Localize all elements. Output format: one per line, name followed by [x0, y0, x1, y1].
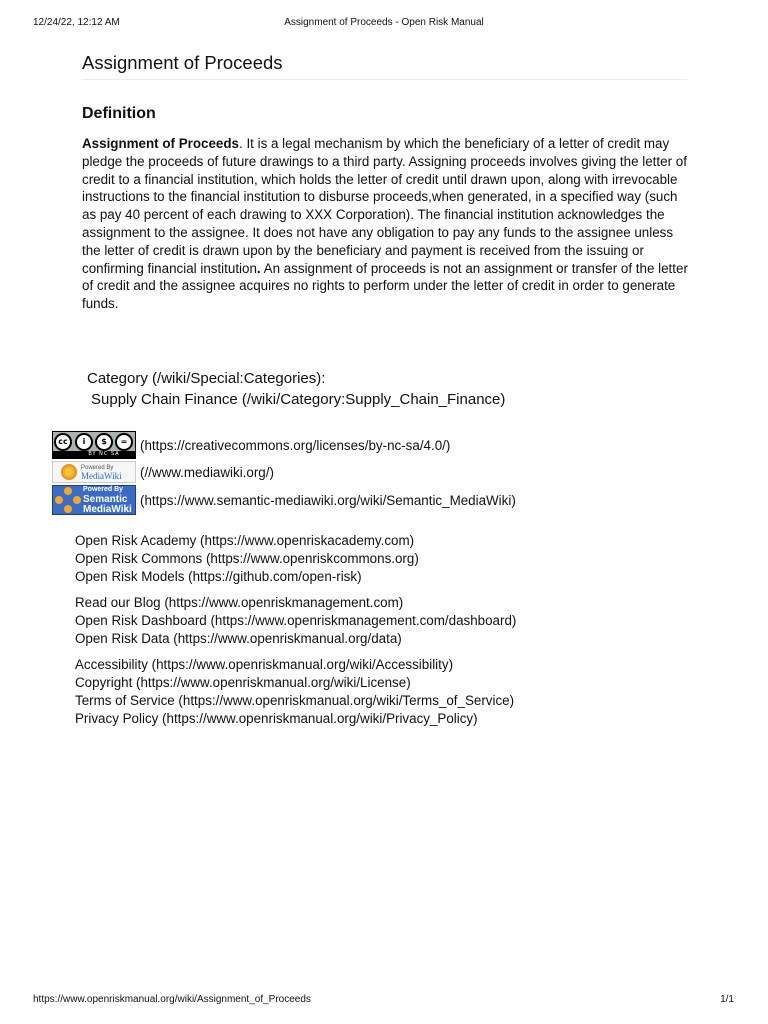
mediawiki-link[interactable]: (//www.mediawiki.org/) [140, 464, 274, 480]
footer-badges [52, 431, 516, 517]
smw-name-line2: MediaWiki [83, 504, 132, 515]
category-label-link[interactable]: Category (/wiki/Special:Categories): [87, 370, 326, 387]
print-url: https://www.openriskmanual.org/wiki/Assignment_of_Proceeds [33, 994, 311, 1005]
print-page-count: 1/1 [720, 994, 734, 1005]
cc-by-icon: i [75, 433, 93, 451]
category-links [87, 368, 505, 410]
footer-link-terms[interactable]: Terms of Service (https://www.openriskmanual.org/wiki/Terms_of_Service) [75, 693, 515, 708]
footer-link-accessibility[interactable]: Accessibility (https://www.openriskmanual.org/wiki/Accessibility) [75, 657, 454, 672]
mediawiki-badge[interactable] [52, 461, 136, 483]
definition-text-1: . It is a legal mechanism by which the beneficiary of a letter of credit may pledge the proceeds of future drawings to a third party. Assigning proceeds involves giving the letter of credit to a financial institution, which holds the letter of credit until drawn upon, along with irrevocable instructions to the financial institution to disburse proceeds,when generated, in a specified way (such as pay 40 percent of each drawing to XXX Corporation). The financial institution acknowledges the assignment to the assignee. It does not have any obligation to pay any funds to the assignee unless the letter of credit is drawn upon by the beneficiary and payment is received from the issuing or confirming financial institution [82, 136, 687, 276]
semantic-mediawiki-logo-icon [55, 487, 81, 513]
cc-license-link[interactable]: (https://creativecommons.org/licenses/by-nc-sa/4.0/) [140, 437, 451, 453]
footer-link-commons[interactable]: Open Risk Commons (https://www.openriskcommons.org) [75, 551, 419, 566]
footer-group-projects [75, 532, 516, 586]
cc-band-text: BY NC SA [53, 451, 135, 458]
footer-link-privacy[interactable]: Privacy Policy (https://www.openriskmanual.org/wiki/Privacy_Policy) [75, 711, 478, 726]
smw-name-line1: Semantic [83, 494, 128, 505]
print-datetime: 12/24/22, 12:12 AM [33, 17, 120, 28]
definition-bold-period: . [256, 260, 261, 276]
definition-text-2: An assignment of proceeds is not an assignment or transfer of the letter of credit and the assignee acquires no rights to perform under the letter of credit in order to generate funds. [82, 260, 688, 312]
mediawiki-flower-icon [61, 464, 77, 480]
footer-link-data[interactable]: Open Risk Data (https://www.openriskmanual.org/data) [75, 631, 402, 646]
definition-paragraph [82, 135, 692, 313]
smw-powered-by: Powered By [83, 486, 124, 493]
mediawiki-name: MediaWiki [81, 471, 122, 481]
cc-logo-icon: cc [54, 433, 72, 451]
definition-term: Assignment of Proceeds [82, 136, 240, 151]
page-title: Assignment of Proceeds [82, 52, 687, 80]
creative-commons-badge[interactable] [52, 431, 136, 459]
footer-group-resources [75, 594, 516, 648]
cc-sa-icon: = [115, 433, 133, 451]
badge-row-smw [52, 485, 516, 515]
footer-links [75, 532, 516, 736]
badge-row-mediawiki [52, 461, 516, 483]
badge-row-cc [52, 431, 516, 459]
footer-link-copyright[interactable]: Copyright (https://www.openriskmanual.org/wiki/License) [75, 675, 411, 690]
footer-link-dashboard[interactable]: Open Risk Dashboard (https://www.openriskmanagement.com/dashboard) [75, 613, 517, 628]
footer-link-blog[interactable]: Read our Blog (https://www.openriskmanagement.com) [75, 595, 404, 610]
footer-link-academy[interactable]: Open Risk Academy (https://www.openriskacademy.com) [75, 533, 415, 548]
print-page-title: Assignment of Proceeds - Open Risk Manual [284, 17, 484, 28]
category-item-link[interactable]: Supply Chain Finance (/wiki/Category:Supply_Chain_Finance) [91, 391, 506, 408]
semantic-mediawiki-badge[interactable] [52, 485, 136, 515]
semantic-mediawiki-link[interactable]: (https://www.semantic-mediawiki.org/wiki/Semantic_MediaWiki) [140, 492, 516, 508]
section-heading-definition: Definition [82, 105, 156, 122]
footer-group-legal [75, 656, 516, 728]
mediawiki-powered-by: Powered By [81, 465, 114, 471]
cc-nc-icon: $ [95, 433, 113, 451]
footer-link-models[interactable]: Open Risk Models (https://github.com/open-risk) [75, 569, 362, 584]
